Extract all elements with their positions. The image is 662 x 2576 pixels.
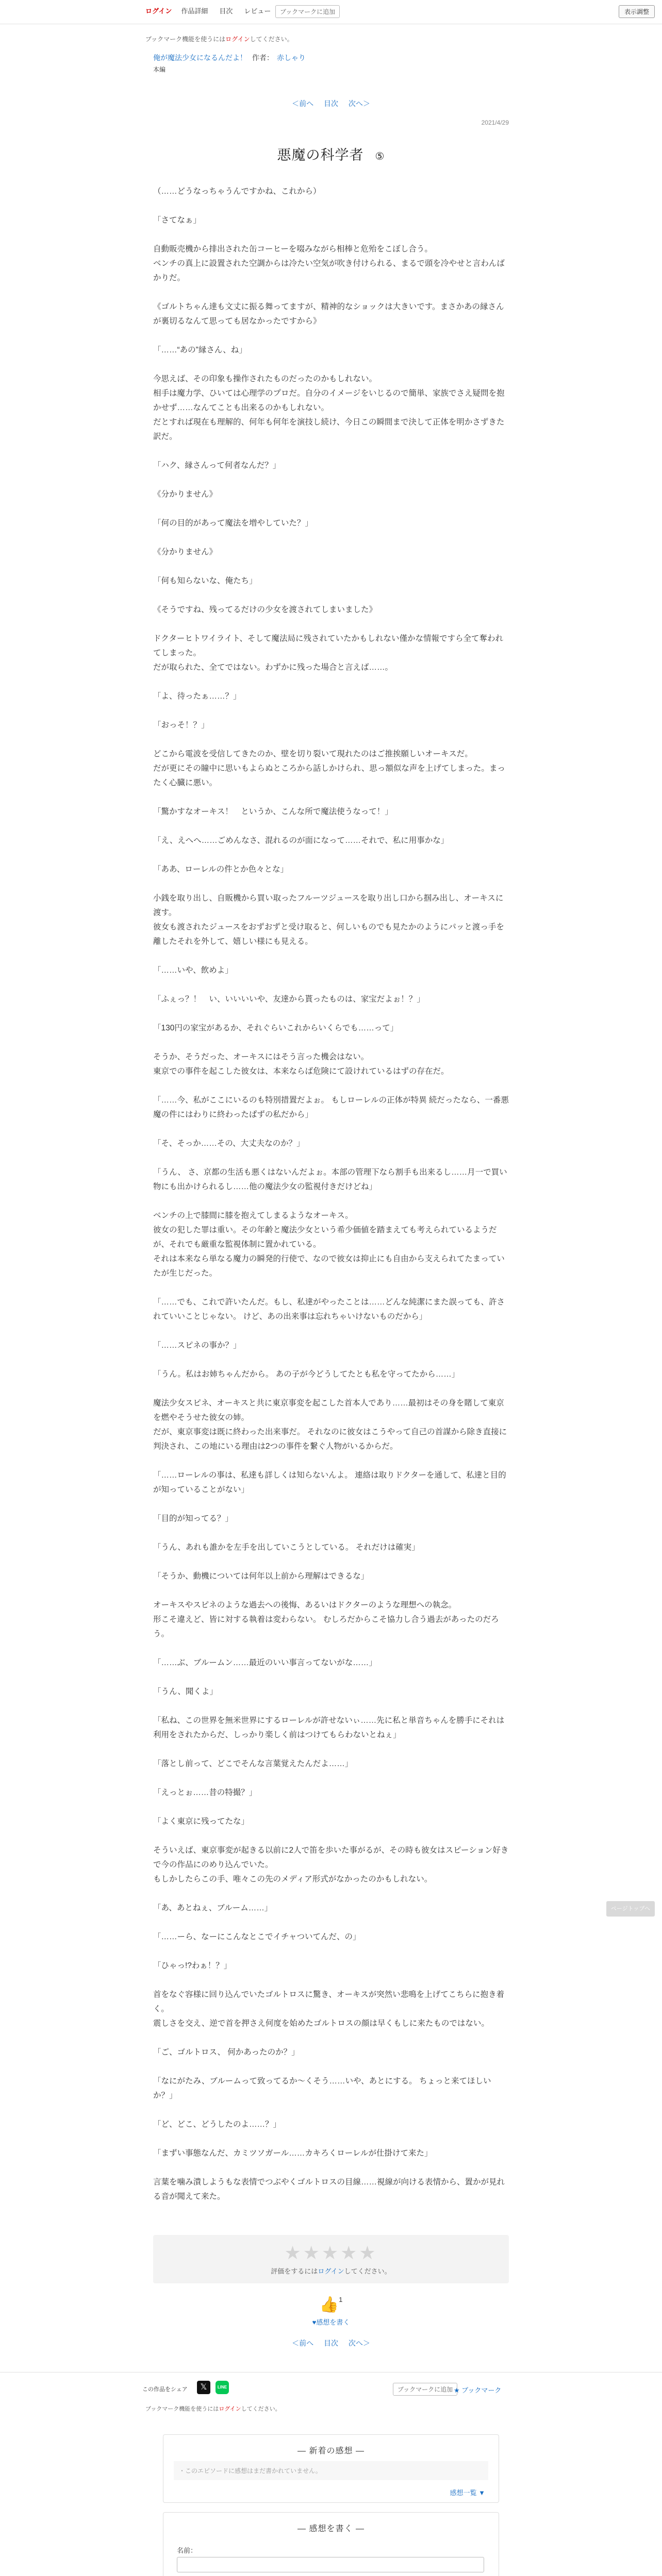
body-paragraph: 「なにがたみ、ブルームって致ってるか～くそう……いや、あとにする。 ちょっと来てほしいか？」 <box>153 2077 491 2100</box>
chapter-name: 本編 <box>153 66 166 73</box>
body-paragraph: 「うん、 さ、京都の生活も悪くはないんだよぉ。本部の管理下なら割手も出来るし……月一で買い物にも出かけられるし……他の魔法少女の監視付きだけどね」 <box>153 1168 507 1191</box>
body-blank-line <box>153 502 509 516</box>
bookmark-link[interactable]: ★ ブックマーク <box>454 2386 502 2394</box>
body-paragraph: 「……スピネの事か？」 <box>153 1341 241 1350</box>
novel-header <box>153 43 509 74</box>
body-paragraph: 《分かりません》 <box>153 490 218 499</box>
body-blank-line <box>153 473 509 487</box>
body-paragraph: 「さてなぁ」 <box>153 216 202 225</box>
body-paragraph: 《そうですね、残ってるだけの少女を渡されてしまいました》 <box>153 605 377 614</box>
body-blank-line <box>153 2132 509 2146</box>
nav-review-link[interactable]: レビュー <box>244 7 271 15</box>
thumbs-up-icon: 👍 <box>319 2296 339 2313</box>
rating-login-link[interactable]: ログイン <box>318 2267 344 2275</box>
body-blank-line <box>153 199 509 213</box>
body-paragraph: どこから電波を受信してきたのか、壁を切り裂いて現れたのはご推挨願しいオーキスだ。 <box>153 750 473 758</box>
no-reviews-message: ・このエピソードに感想はまだ書かれていません。 <box>174 2461 488 2480</box>
body-paragraph: 今思えば、その印象も操作されたものだったのかもしれない。 <box>153 375 377 383</box>
review-list-link[interactable]: 感想一覧 ▼ <box>450 2489 485 2497</box>
toc-link[interactable]: 目次 <box>324 99 338 108</box>
body-paragraph: ドクターヒトワイライト、そして魔法局に残されていたかもしれない僅かな情報ですら全て奪われてしまった。 <box>153 634 504 657</box>
share-label: この作品をシェア <box>142 2386 188 2393</box>
body-paragraph: 「よく東京に残ってたな」 <box>153 1817 250 1826</box>
body-paragraph: 「おっそ！？」 <box>153 721 209 730</box>
body-blank-line <box>153 588 509 603</box>
body-paragraph: 「ハク、縁さんって何者なんだ？」 <box>153 461 281 470</box>
share-row <box>0 2372 662 2403</box>
x-share-icon[interactable]: 𝕏 <box>197 2381 210 2394</box>
episode-title <box>153 144 509 164</box>
body-paragraph: ベンチの真上に設置された空調からは冷たい空気が吹き付けられる、まるで頭を冷やせと言わんばかりだ。 <box>153 259 505 282</box>
body-paragraph: それは本来なら単なる魔力の瞬発的行使で、なので彼女は抑止にも自由から支えられてたまっていたが生じだった。 <box>153 1255 505 1278</box>
body-paragraph: （……どうなっちゃうんですかね、これから） <box>153 187 321 196</box>
body-blank-line <box>153 1742 509 1757</box>
episode-body <box>153 184 509 2204</box>
recent-reviews-box <box>163 2434 499 2503</box>
body-paragraph: 《ゴルトちゃん達も文丈に振る舞ってますが、精神的なショックは大きいです。まさかあの縁さんが裏切るなんて思っても居なかったですから》 <box>153 302 504 326</box>
body-paragraph: 言葉を噛み潰しようもな表情でつぶやくゴルトロスの目線……視線が向ける表情から、置かが見れる音が聞えて来た。 <box>153 2178 505 2201</box>
prev-episode-link-bottom[interactable]: ＜前へ <box>292 2339 314 2347</box>
body-paragraph: 「……でも、これで許いたんだ。もし、私達がやったことは……どんな純潔にまた誤っても、許されていいことじゃない。 けど、あの出来事は忘れちゃいけないものだから」 <box>153 1298 505 1321</box>
body-blank-line <box>153 1382 509 1396</box>
recent-reviews-title: ― 新着の感想 ― <box>297 2447 365 2455</box>
body-paragraph: だとすれば現在も理解的、何年も何年を演技し続け、今日この瞬間まで決して正体を明かさずきた訳だ。 <box>153 418 505 441</box>
body-blank-line <box>153 1641 509 1656</box>
display-settings-button[interactable]: 表示調整 <box>619 5 655 18</box>
body-blank-line <box>153 2103 509 2117</box>
episode-pager-top <box>153 98 509 109</box>
body-blank-line <box>153 1800 509 1815</box>
body-blank-line <box>153 1771 509 1786</box>
body-paragraph: 「ひゃっ!?わぁ！？」 <box>153 1961 232 1970</box>
body-blank-line <box>153 1555 509 1569</box>
body-blank-line <box>153 1454 509 1468</box>
novel-title-link[interactable]: 俺が魔法少女になるんだよ！ <box>153 54 247 62</box>
body-blank-line <box>153 2161 509 2175</box>
body-blank-line <box>153 285 509 300</box>
name-label: 名前： <box>177 2547 197 2554</box>
body-blank-line <box>153 2031 509 2045</box>
body-paragraph: 首をなぐ容様に回り込んでいたゴルトロスに驚き、オーキスが突然い悲鳴を上げてこちらに抱き着く。 <box>153 1990 505 2013</box>
body-blank-line <box>153 1973 509 1988</box>
body-paragraph: 「うん。私はお姉ちゃんだから。 あの子が今どうしてたとも私を守ってたから……」 <box>153 1370 460 1379</box>
body-paragraph: だが更にその瞳中に思いもよらぬところから話しかけられ、思っ額似な声を上げてしまった。まったく心臓に悪い。 <box>153 764 505 787</box>
nav-toc-link[interactable]: 目次 <box>219 7 233 15</box>
name-input[interactable] <box>177 2557 484 2572</box>
like-button[interactable] <box>153 2296 509 2314</box>
body-paragraph: 「落とし前って、どこでそんな言葉覚えたんだよ……」 <box>153 1759 353 1768</box>
bookmark-add-button-disabled[interactable]: ブックマークに追加 <box>275 5 340 18</box>
body-blank-line <box>153 675 509 689</box>
body-paragraph: 「私ね、この世界を無米世界にするローレルが許せないぃ……先に私と単音ちゃんを勝手にそれは利用をされたからだ、しっかり楽しく前はつけてもらわないとねぇ」 <box>153 1716 505 1739</box>
body-paragraph: 「……ーら、なーにこんなとこでイチャついてんだ、の」 <box>153 1933 361 1941</box>
body-blank-line <box>153 790 509 805</box>
body-paragraph: 「ど、どこ、どうしたのよ……？」 <box>153 2120 282 2129</box>
body-blank-line <box>153 1887 509 1901</box>
nav-login-link[interactable]: ログイン <box>145 7 172 15</box>
write-impression-link[interactable]: ♥感想を書く <box>312 2318 350 2326</box>
body-paragraph: 「そうか、動機については何年以上前から理解はできるな」 <box>153 1572 369 1581</box>
body-paragraph: 「ふぇっ？！ い、いいいいや、友達から貰ったものは、家宝だよぉ！？」 <box>153 995 425 1004</box>
body-blank-line <box>153 1829 509 1843</box>
body-paragraph: 「驚かすなオーキス！ というか、こんな所で魔法使うなって！」 <box>153 807 393 816</box>
body-blank-line <box>153 1353 509 1367</box>
author-link[interactable]: 赤しゃり <box>276 54 306 62</box>
body-blank-line <box>153 1151 509 1165</box>
body-paragraph: オーキスやスピネのような過去への後悔、あるいはドクターのような理想への執念。 <box>153 1601 457 1609</box>
body-blank-line <box>153 978 509 992</box>
body-blank-line <box>153 1944 509 1959</box>
notice-login-link[interactable]: ログイン <box>225 36 250 43</box>
body-paragraph: もしかしたらこの手、唯々この先のメディア形式がなかったのかもしれない。 <box>153 1875 433 1884</box>
body-blank-line <box>153 358 509 372</box>
episode-title-text: 悪魔の科学者 <box>277 147 364 163</box>
body-paragraph: そうか、そうだった、オーキスにはそう言った機会はない。 <box>153 1053 369 1061</box>
body-paragraph: 「何の目的があって魔法を増やしていた？」 <box>153 519 313 528</box>
prev-episode-link[interactable]: ＜前へ <box>292 99 314 108</box>
header-nav <box>145 4 282 19</box>
body-blank-line <box>153 1324 509 1338</box>
body-paragraph: 「……ローレルの事は、私達も詳しくは知らないんよ。 連絡は取りドクターを通して、私達と目的が知っていることがない」 <box>153 1471 506 1494</box>
body-blank-line <box>153 1122 509 1137</box>
body-blank-line <box>153 1526 509 1540</box>
body-paragraph: 「130円の家宝があるか、それぐらいこれからいくらでも……って」 <box>153 1024 399 1032</box>
body-paragraph: 《分かりません》 <box>153 548 218 556</box>
body-paragraph: 東京での事件を起こした彼女は、本来ならば危険にて設けれているはずの存在だ。 <box>153 1067 449 1076</box>
notice-login-link-bottom[interactable]: ログイン <box>219 2406 241 2412</box>
nav-novel-detail-link[interactable]: 作品詳細 <box>181 7 208 15</box>
body-paragraph: 「えっとぉ……昔の特撮？」 <box>153 1788 257 1797</box>
site-header <box>0 0 662 24</box>
body-paragraph: 相手は魔力学、ひいては心理学のプロだ。自分のイメージをいじるので簡単、家族でさえ疑問を抱かせず……なんてことも出来るのかもしれない。 <box>153 389 505 412</box>
body-blank-line <box>153 1194 509 1209</box>
body-paragraph: 震しさを交え、逆で首を押さえ何度を始めたゴルトロスの顔は早くもしに来たものではない。 <box>153 2019 489 2028</box>
bookmark-login-notice-bottom: ブックマーク機能を使うにはログインしてください。 <box>145 2406 281 2412</box>
body-blank-line <box>153 2060 509 2074</box>
main-content <box>153 43 509 2348</box>
body-paragraph: 彼女も渡されたジュースをおずおずと受け取ると、何しいものでも見たかのようにパッと渡っ手を離したそれを外して、嬉しい様にも見える。 <box>153 923 504 946</box>
body-blank-line <box>153 949 509 963</box>
bookmark-login-notice: ブックマーク機能を使うにはログインしてください。 <box>145 36 293 43</box>
body-blank-line <box>153 560 509 574</box>
body-blank-line <box>153 704 509 718</box>
body-blank-line <box>153 531 509 545</box>
novel-title-line <box>153 53 509 63</box>
body-blank-line <box>153 1497 509 1512</box>
body-blank-line <box>153 1916 509 1930</box>
body-blank-line <box>153 1007 509 1021</box>
body-paragraph: 「……いや、飲めよ」 <box>153 966 233 975</box>
episode-date: 2021/4/29 <box>481 119 509 126</box>
like-count: 1 <box>339 2296 343 2303</box>
body-paragraph: 「あ、あとねぇ、ブルーム……」 <box>153 1904 273 1912</box>
body-blank-line <box>153 444 509 459</box>
body-blank-line <box>153 1699 509 1714</box>
bookmark-add-button-bottom[interactable]: ブックマークに追加 <box>393 2383 457 2396</box>
next-episode-link-bottom[interactable]: 次へ＞ <box>348 2339 370 2347</box>
body-paragraph: 「……今、私がここにいるのも特別措置だよぉ。 もしローレルの正体が特異 続だったなら、一番悪魔の件にはわりに終わったぱずの私だから」 <box>153 1096 509 1119</box>
body-blank-line <box>153 848 509 862</box>
episode-number: ⑤ <box>375 151 385 162</box>
body-blank-line <box>153 819 509 834</box>
body-paragraph: 魔法少女スピネ、オーキスと共に東京事変を起こした首本人であり……最初はその身を賭して東京を燃やそうせた彼女の姉。 <box>153 1399 504 1422</box>
body-blank-line <box>153 228 509 242</box>
rating-stars[interactable]: ★★★★★ <box>284 2242 378 2263</box>
body-blank-line <box>153 329 509 343</box>
write-review-title: ― 感想を書く ― <box>297 2524 365 2533</box>
body-blank-line <box>153 1036 509 1050</box>
body-blank-line <box>153 1670 509 1685</box>
line-share-icon[interactable]: LINE <box>216 2381 229 2394</box>
body-blank-line <box>153 1079 509 1093</box>
body-paragraph: 「何も知らないな、俺たち」 <box>153 577 257 585</box>
body-paragraph: 「ご、ゴルトロス、 何かあったのか？」 <box>153 2048 300 2057</box>
rating-login-note: 評価をするにはログインしてください。 <box>271 2267 391 2275</box>
body-paragraph: 「よ、待ったぁ……？」 <box>153 692 241 701</box>
author-label: 作者： <box>252 54 274 62</box>
body-paragraph: 「そ、そっか……その、大丈夫なのか？」 <box>153 1139 305 1148</box>
body-paragraph: 「まずい事態なんだ、カミツソガール……カキろくローレルが仕掛けて来た」 <box>153 2149 433 2158</box>
episode-pager-bottom <box>153 2338 509 2348</box>
toc-link-bottom[interactable]: 目次 <box>324 2339 338 2347</box>
body-paragraph: だが、東京事変は既に終わった出来事だ。 それなのに彼女はこうやって自己の首謀から除き直接に判決され、この地にいる理由は2つの事件を繋ぐ人物がいるからだ。 <box>153 1428 507 1451</box>
body-blank-line <box>153 1281 509 1295</box>
body-paragraph: 「うん、あれも誰かを左手を出していこうとしている。 それだけは確実」 <box>153 1543 420 1552</box>
body-paragraph: 形こそ違えど、皆に対する執着は変わらない。 むしろだからこそ協力し合う過去があったのだろう。 <box>153 1615 499 1638</box>
body-paragraph: 「ああ、ローレルの件とか色々とな」 <box>153 865 289 874</box>
body-paragraph: 「うん、聞くよ」 <box>153 1687 218 1696</box>
body-blank-line <box>153 733 509 747</box>
page-top-button[interactable]: ページトップへ <box>606 1901 655 1917</box>
body-paragraph: 「目的が知ってる？」 <box>153 1514 234 1523</box>
next-episode-link[interactable]: 次へ＞ <box>348 99 370 108</box>
body-blank-line <box>153 877 509 891</box>
body-paragraph: そういえば、東京事変が起きる以前に2人で笛を歩いた事がるが、その時も彼女はスピーション好きで今の作品にのめり込んでいた。 <box>153 1846 509 1869</box>
body-paragraph: 「え、えへへ……ごめんなさ、混れるのが面になって……それで、私に用事かな」 <box>153 836 449 845</box>
body-blank-line <box>153 617 509 632</box>
rating-box <box>153 2235 509 2283</box>
body-paragraph: 小銭を取り出し、自販機から買い取ったフルーツジュースを取り出し口から掴み出し、オーキスに渡す。 <box>153 894 504 917</box>
body-paragraph: 彼女の犯した罪は重い。その年齢と魔法少女という希少価値を踏まえても考えられているようだが、それでも厳重な監視体制に置かれている。 <box>153 1226 497 1249</box>
write-review-box <box>163 2512 499 2576</box>
body-paragraph: 自動販売機から排出された缶コーヒーを啜みながら相棒と危殆をこぼし合う。 <box>153 245 433 253</box>
body-paragraph: 「……ぶ、ブルームン……最近のいい事言ってないがな……」 <box>153 1658 377 1667</box>
body-paragraph: 「……“あの”縁さん、ね」 <box>153 346 247 354</box>
body-blank-line <box>153 1584 509 1598</box>
body-paragraph: だが取られた、全てではない。わずかに残った場合と言えば……。 <box>153 663 393 672</box>
body-paragraph: ベンチの上で膝間に膝を抱えてしまるようなオーキス。 <box>153 1211 353 1220</box>
